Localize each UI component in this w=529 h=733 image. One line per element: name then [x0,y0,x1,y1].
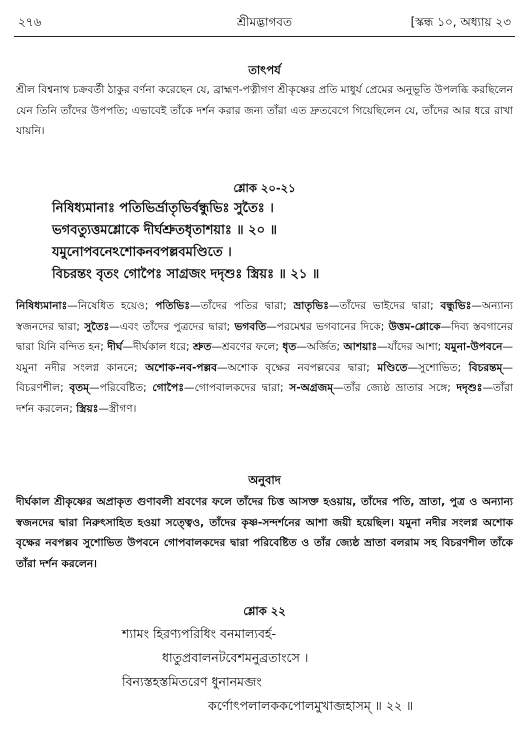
synonym-word: উত্তম-শ্লোকে [388,320,441,333]
synonym-meaning: গোপবালকদের দ্বারা; [194,382,284,394]
header-rule [14,36,515,37]
book-title: শ্রীমদ্ভাগবত [236,15,292,29]
synonym-word: স্ত্রিয়ঃ [76,402,99,415]
purport-text: শ্রীল বিশ্বনাথ চক্রবর্তী ঠাকুর বর্ণনা করেছেন যে, ব্রাহ্মণ-পত্নীগণ শ্রীকৃষ্ণের প্রতি মাধুর্য প্রেমের অনুভূতি উপলব্ধি করছিলেন যেন তিনি তাঁদের উপপতি; এভাবেই তাঁকে দর্শন করার জন্য তাঁরা এত দ্রুতবেগে গিয়েছিলেন যে, তাঁদের আর ধরে রাখা যায়নি। [16,84,513,137]
verse-line: কর্ণোৎপলালককপোলমুখাব্জহাসম্ ॥ ২২ ॥ [208,698,414,713]
synonym-meaning: অর্জিত; [306,341,341,353]
verse-20-21-heading: শ্লোক ২০-২১ [233,181,296,195]
synonym-meaning: তাঁদের পতির দ্বারা; [200,300,287,312]
page-number: ২৭৬ [18,15,42,29]
synonym-meaning: যমুনা নদীর সংলগ্ন কাননে; [16,361,138,374]
synonym-word: নিষিধ্যমানাঃ [16,300,68,312]
synonyms: নিষিধ্যমানাঃ—নিষেধিত হয়েও; পতিভিঃ—তাঁদের পতির দ্বারা; ভ্রাতৃভিঃ—তাঁদের ভাইদের দ্বারা; বন্ধুভিঃ—অন্যান্য স্বজনদের দ্বারা; সুতৈঃ—এবং তাঁদের পুত্রদের দ্বারা; ভগবতি—পরমেশ্বর ভগবানের দিকে; উত্তম-শ্লোকে—দিব্য স্তবগানের দ্বারা যিনি বন্দিত হন; দীর্ঘ—দীর্ঘকাল ধরে; শ্রুত—শ্রবণের ফলে; ধৃত—অর্জিত; আশয়াঃ—যাঁদের আশা; যমুনা-উপবনে—যমুনা নদীর সংলগ্ন কাননে; অশোক-নব-পল্লব—অশোক বৃক্ষের নবপল্লবের দ্বারা; মণ্ডিতে—সুশোভিত; বিচরন্তম্—বিচরণশীল; বৃতম্—পরিবেষ্টিত; গোপৈঃ—গোপবালকদের দ্বারা; স-অগ্রজম্—তাঁর জ্যেষ্ঠ ভ্রাতার সঙ্গে; দদৃশুঃ—তাঁরা দর্শন করলেন; স্ত্রিয়ঃ—স্ত্রীগণ। [16,300,514,415]
synonym-word: বিচরন্তম্ [468,361,503,374]
synonym-meaning: সুশোভিত; [418,361,462,374]
synonym-meaning: তাঁরা দর্শন করলেন; [16,382,513,415]
book-page [14,0,515,733]
synonym-meaning: যাঁদের আশা; [387,341,442,353]
verse-20-21 [14,198,515,286]
verse-line: বিচরন্তং বৃতং গোপৈঃ সাগ্রজং দদৃশুঃ স্ত্রিয়ঃ ॥ ২১ ॥ [52,267,320,282]
synonym-meaning: নিষেধিত হয়েও; [77,300,149,312]
synonym-word: অশোক-নব-পল্লব [145,361,218,374]
synonym-word: পতিভিঃ [155,300,190,312]
synonym-meaning: স্ত্রীগণ। [109,402,137,415]
page-header [14,14,515,36]
synonym-word: গোপৈঃ [152,382,185,394]
synonym-meaning: তাঁর জ্যেষ্ঠ ভ্রাতার সঙ্গে; [343,382,451,394]
verse-line: ভগবত্যুত্তমশ্লোকে দীর্ঘশ্রুতধৃতাশয়াঃ ॥ ২০ ॥ [52,223,277,238]
synonym-meaning: অশোক বৃক্ষের নবপল্লবের দ্বারা; [227,361,370,374]
synonym-word: মণ্ডিতে [377,361,408,374]
synonym-word: দদৃশুঃ [456,382,483,394]
verse-line: ধাতুপ্রবালনটবেশমনুব্রতাংসে । [162,650,309,665]
synonym-word: বৃতম্ [69,382,90,394]
synonym-word: শ্রুত [193,341,212,353]
synonym-word: আশয়াঃ [343,341,378,353]
synonym-meaning: তাঁদের ভাইদের দ্বারা; [339,300,434,312]
synonym-word: দীর্ঘ [107,341,123,353]
synonym-word: ধৃত [282,341,297,353]
synonym-word: স-অগ্রজম্ [289,382,334,394]
verse-line: শ্যামং হিরণ্যপরিধিং বনমাল্যবর্হ- [122,626,276,641]
verse-22 [14,622,515,718]
synonym-word: ভগবতি [234,320,267,333]
translation-heading: অনুবাদ [248,473,281,487]
synonym-meaning: পরিবেষ্টিত; [99,382,147,394]
synonym-word: বন্ধুভিঃ [440,300,472,312]
synonym-meaning: পরমেশ্বর ভগবানের দিকে; [276,320,385,333]
synonym-word: ভ্রাতৃভিঃ [293,300,329,312]
verse-22-heading: শ্লোক ২২ [243,604,286,618]
verse-line: নিষিধ্যমানাঃ পতিভির্ভ্রাতৃভির্বন্ধুভিঃ সুতৈঃ । [52,201,274,216]
translation-text: দীর্ঘকাল শ্রীকৃষ্ণের অপ্রাকৃত গুণাবলী শ্রবণের ফলে তাঁদের চিত্ত আসক্ত হওয়ায়, তাঁদের পতি, ভ্রাতা, পুত্র ও অন্যান্য স্বজনদের দ্বারা নিরুৎসাহিত হওয়া সত্ত্বেও, তাঁদের কৃষ্ণ-সন্দর্শনের আশা জয়ী হয়েছিল। যমুনা নদীর সংলগ্ন অশোক বৃক্ষের নবপল্লব সুশোভিত উপবনে গোপবালকদের দ্বারা পরিবেষ্টিত ও তাঁর জ্যেষ্ঠ ভ্রাতা বলরাম সহ বিচরণশীল তাঁকে তাঁরা দর্শন করলেন। [16,496,513,570]
section-reference: [স্কন্ধ ১০, অধ্যায় ২৩ [410,15,511,29]
synonym-meaning: দিব্য স্তবগানের দ্বারা যিনি বন্দিত হন; [16,320,514,353]
verse-line: যমুনোপবনেঽশোকনবপল্লবমণ্ডিতে । [52,245,232,260]
synonym-meaning: বিচরণশীল; [16,382,64,394]
synonym-meaning: দীর্ঘকাল ধরে; [133,341,190,353]
synonym-meaning: এবং তাঁদের পুত্রদের দ্বারা; [119,320,231,333]
synonym-meaning: শ্রবণের ফলে; [222,341,279,353]
verse-line: বিন্যস্তহস্তমিতরেণ ধুনানমব্জং [122,674,262,689]
synonym-meaning: অন্যান্য স্বজনদের দ্বারা; [16,300,513,333]
synonym-word: সুতৈঃ [84,320,110,333]
purport-heading: তাৎপর্য [248,63,281,77]
synonym-word: যমুনা-উপবনে [444,341,503,353]
